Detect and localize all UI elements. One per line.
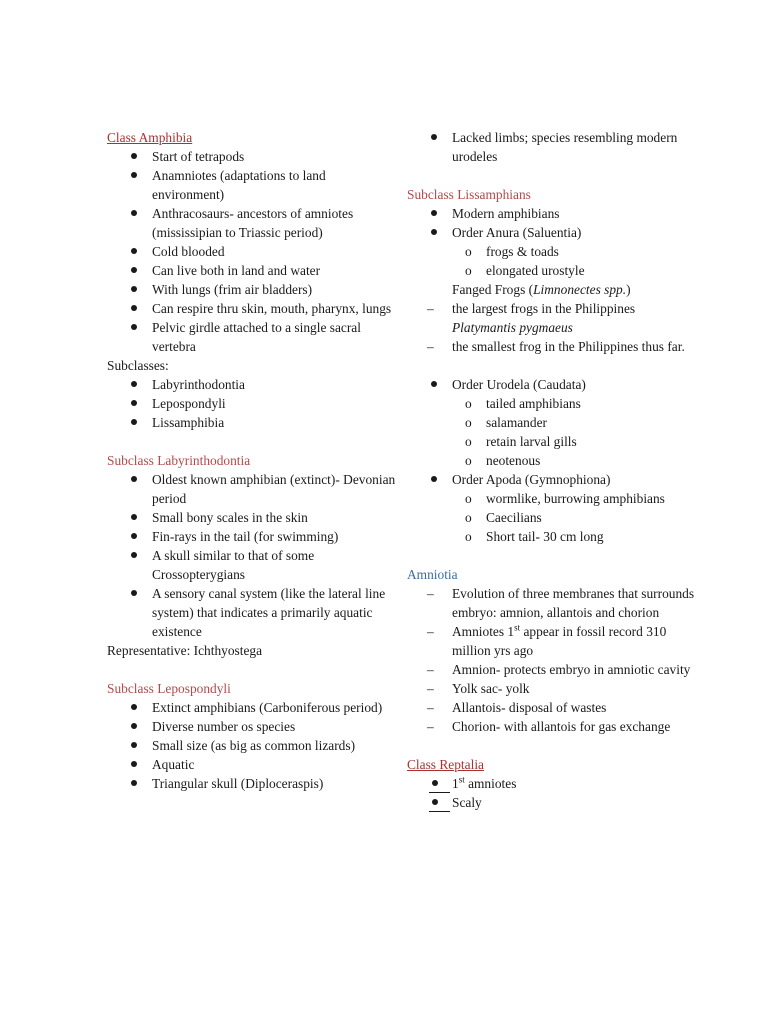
sub-list-item: o Short tail- 30 cm long xyxy=(407,527,697,546)
list-item: Labyrinthodontia xyxy=(107,375,397,394)
amniotes-sup: st xyxy=(514,622,521,633)
bullet-icon xyxy=(429,774,450,793)
sub-list-item: o frogs & toads xyxy=(407,242,697,261)
lepospondyli-heading: Subclass Lepospondyli xyxy=(107,681,231,696)
subclasses-label: Subclasses: xyxy=(107,358,169,373)
list-item: – Amnion- protects embryo in amniotic cavity xyxy=(407,660,697,679)
list-item: Oldest known amphibian (extinct)- Devonian period xyxy=(107,470,397,508)
list-item: Diverse number os species xyxy=(107,717,397,736)
sub-list-item: o elongated urostyle xyxy=(407,261,697,280)
list-item: Lacked limbs; species resembling modern urodeles xyxy=(407,128,697,166)
fanged-frogs-line xyxy=(407,280,697,299)
list-item: Anamniotes (adaptations to land environment) xyxy=(107,166,397,204)
bullet-icon xyxy=(429,793,450,812)
left-column xyxy=(107,128,397,793)
first-sup: st xyxy=(458,774,465,785)
representative-text: Representative: Ichthyostega xyxy=(107,643,263,658)
labyrinthodontia-heading: Subclass Labyrinthodontia xyxy=(107,453,251,468)
continued-list xyxy=(407,128,697,166)
list-item: A skull similar to that of some Crossopterygians xyxy=(107,546,397,584)
list-item: – Allantois- disposal of wastes xyxy=(407,698,697,717)
sub-list-item: o neotenous xyxy=(407,451,697,470)
limnonectes-name: Limnonectes spp. xyxy=(533,282,627,297)
list-item: Cold blooded xyxy=(107,242,397,261)
sub-list-item: o tailed amphibians xyxy=(407,394,697,413)
list-item: Extinct amphibians (Carboniferous period) xyxy=(107,698,397,717)
list-item: Order Urodela (Caudata) xyxy=(407,375,697,394)
first-num: 1 xyxy=(452,776,459,791)
largest-frog-text: the largest frogs in the Philippines xyxy=(452,301,636,316)
orders-list xyxy=(407,375,697,546)
list-item: Modern amphibians xyxy=(407,204,697,223)
lepospondyli-list xyxy=(107,698,397,793)
list-item: – Evolution of three membranes that surrounds embryo: amnion, allantois and chorion xyxy=(407,584,697,622)
list-item: Aquatic xyxy=(107,755,397,774)
list-item xyxy=(407,299,697,337)
class-reptalia-heading: Class Reptalia xyxy=(407,757,484,772)
list-item: Small size (as big as common lizards) xyxy=(107,736,397,755)
class-amphibia-heading: Class Amphibia xyxy=(107,130,193,145)
amniotia-list xyxy=(407,584,697,736)
fanged-frogs-suffix: ) xyxy=(626,282,631,297)
sub-list-item: o Caecilians xyxy=(407,508,697,527)
list-item: Fin-rays in the tail (for swimming) xyxy=(107,527,397,546)
sub-list-item: o wormlike, burrowing amphibians xyxy=(407,489,697,508)
list-item: – Yolk sac- yolk xyxy=(407,679,697,698)
amniotes-text-b: appear in fossil record 310 million yrs ago xyxy=(452,624,667,658)
labyrinthodontia-list xyxy=(107,470,397,641)
amphibia-list xyxy=(107,147,397,356)
sub-list-item: o retain larval gills xyxy=(407,432,697,451)
right-column xyxy=(407,128,697,812)
list-item: Triangular skull (Diploceraspis) xyxy=(107,774,397,793)
first-rest: amniotes xyxy=(464,776,517,791)
list-item: Order Apoda (Gymnophiona) xyxy=(407,470,697,489)
frog-records-list xyxy=(407,299,697,356)
reptalia-list xyxy=(407,774,697,812)
amniotes-text-a: Amniotes 1 xyxy=(452,624,515,639)
list-item: Pelvic girdle attached to a single sacral vertebra xyxy=(107,318,397,356)
fanged-frogs-prefix: Fanged Frogs ( xyxy=(452,282,534,297)
amniotia-heading: Amniotia xyxy=(407,567,458,582)
list-item xyxy=(407,622,697,660)
list-item: Lepospondyli xyxy=(107,394,397,413)
lissamphians-list xyxy=(407,204,697,280)
list-item: Small bony scales in the skin xyxy=(107,508,397,527)
list-item: A sensory canal system (like the lateral line system) that indicates a primarily aquatic existence xyxy=(107,584,397,641)
list-item: Start of tetrapods xyxy=(107,147,397,166)
subclasses-list xyxy=(107,375,397,432)
list-item: Can respire thru skin, mouth, pharynx, lungs xyxy=(107,299,397,318)
sub-list-item: o salamander xyxy=(407,413,697,432)
list-item: – Chorion- with allantois for gas exchange xyxy=(407,717,697,736)
platymantis-name: Platymantis pygmaeus xyxy=(452,320,573,335)
list-item: Can live both in land and water xyxy=(107,261,397,280)
scaly-text: Scaly xyxy=(452,795,482,810)
list-item xyxy=(407,774,697,793)
list-item: Order Anura (Saluentia) xyxy=(407,223,697,242)
list-item: Lissamphibia xyxy=(107,413,397,432)
list-item: – the smallest frog in the Philippines thus far. xyxy=(407,337,697,356)
list-item xyxy=(407,793,697,812)
list-item: With lungs (frim air bladders) xyxy=(107,280,397,299)
lissamphians-heading: Subclass Lissamphians xyxy=(407,187,531,202)
list-item: Anthracosaurs- ancestors of amniotes (mississipian to Triassic period) xyxy=(107,204,397,242)
